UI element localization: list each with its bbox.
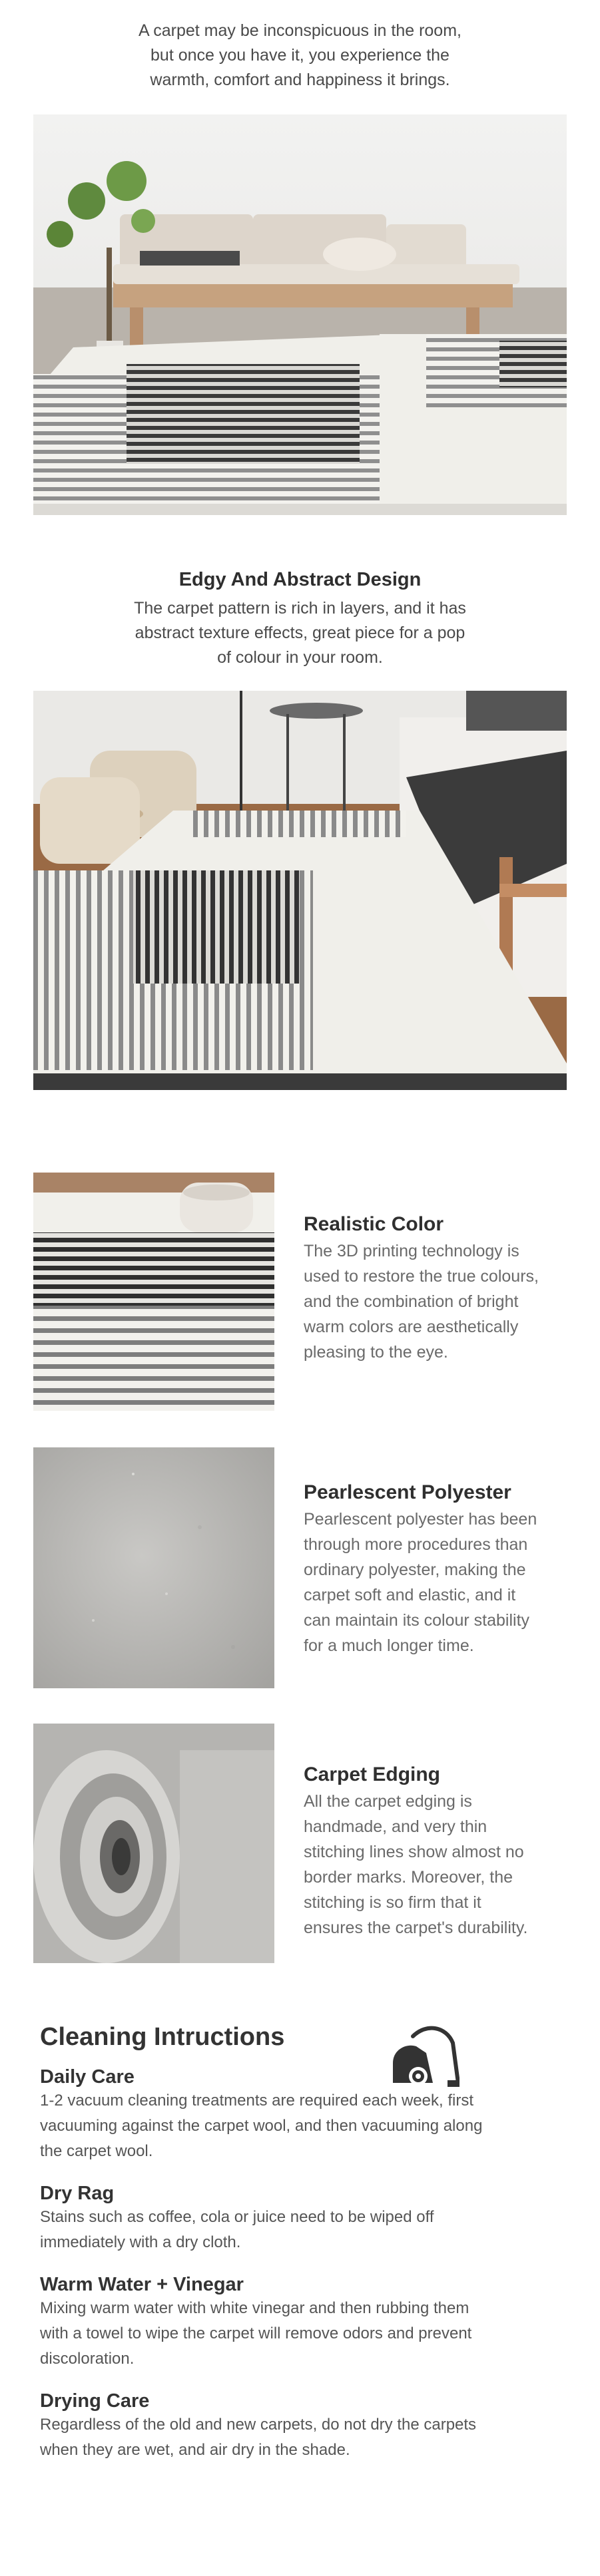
feature-line: ordinary polyester, making the [304,1561,526,1579]
feature-line: handmade, and very thin [304,1817,487,1836]
intro-line: but once you have it, you experience the [150,46,450,65]
cleaning-item-text [40,2205,573,2255]
cleaning-line: Stains such as coffee, cola or juice need to be wiped off [40,2208,434,2226]
pearlescent-polyester-text [304,1481,590,1658]
cleaning-line: Regardless of the old and new carpets, do not dry the carpets [40,2416,477,2434]
feature-title: Pearlescent Polyester [304,1481,511,1503]
feature-line: warm colors are aesthetically [304,1318,519,1336]
feature-line: pleasing to the eye. [304,1343,448,1362]
intro-text [0,19,600,92]
cleaning-item-text [40,2088,573,2164]
design-section [0,569,600,670]
cleaning-line: Mixing warm water with white vinegar and then rubbing them [40,2299,469,2317]
rolled-carpet-image [33,1724,274,1963]
feature-line: stitching lines show almost no [304,1843,524,1861]
cleaning-item-title: Dry Rag [40,2183,115,2204]
carpet-edging-text [304,1763,590,1940]
design-line: of colour in your room. [217,648,383,667]
bedroom-image [33,691,567,1090]
cleaning-line: vacuuming against the carpet wool, and then vacuuming along [40,2117,483,2135]
feature-line: border marks. Moreover, the [304,1868,513,1887]
design-description [0,596,600,670]
pearlescent-polyester-photo [33,1447,274,1688]
feature-title: Realistic Color [304,1213,444,1235]
feature-title: Carpet Edging [304,1763,441,1785]
design-line: The carpet pattern is rich in layers, and it has [134,599,466,618]
feature-line: stitching is so firm that it [304,1893,481,1912]
feature-line: used to restore the true colours, [304,1267,539,1286]
cleaning-item-text [40,2412,573,2463]
feature-description [304,1238,583,1365]
feature-description [304,1507,590,1658]
living-room-image [33,114,567,515]
cleaning-line: discoloration. [40,2350,135,2368]
rug-closeup-image [33,1173,274,1411]
carpet-edging-photo [33,1724,274,1963]
cleaning-list [40,2066,573,2463]
realistic-color-photo [33,1173,274,1411]
living-room-photo [33,114,567,515]
cleaning-item-title: Drying Care [40,2390,150,2412]
cleaning-item-title: Warm Water + Vinegar [40,2274,244,2295]
feature-line: ensures the carpet's durability. [304,1919,528,1937]
fabric-texture-image [33,1447,274,1688]
intro-line: warmth, comfort and happiness it brings. [150,71,450,89]
design-line: abstract texture effects, great piece for a pop [135,624,465,642]
cleaning-line: the carpet wool. [40,2142,153,2160]
cleaning-title: Cleaning Intructions [40,2023,285,2051]
realistic-color-text [304,1213,583,1365]
cleaning-item-dry-rag [40,2183,573,2255]
cleaning-item-text [40,2296,573,2372]
feature-line: and the combination of bright [304,1292,519,1311]
feature-line: carpet soft and elastic, and it [304,1586,516,1604]
cleaning-line: 1-2 vacuum cleaning treatments are required each week, first [40,2092,473,2110]
feature-line: through more procedures than [304,1535,528,1554]
intro-line: A carpet may be inconspicuous in the room, [139,21,461,40]
feature-line: can maintain its colour stability [304,1611,530,1630]
feature-description [304,1789,590,1940]
cleaning-item-drying-care [40,2390,573,2463]
cleaning-line: with a towel to wipe the carpet will remove odors and prevent [40,2324,472,2342]
feature-line: The 3D printing technology is [304,1242,519,1260]
cleaning-item-warm-water-vinegar [40,2274,573,2372]
cleaning-line: when they are wet, and air dry in the shade. [40,2441,350,2459]
feature-line: All the carpet edging is [304,1792,472,1811]
bedroom-photo [33,691,567,1090]
feature-line: for a much longer time. [304,1636,474,1655]
feature-line: Pearlescent polyester has been [304,1510,537,1529]
design-title: Edgy And Abstract Design [178,569,422,590]
cleaning-line: immediately with a dry cloth. [40,2233,241,2251]
cleaning-item-daily-care [40,2066,573,2164]
cleaning-item-title: Daily Care [40,2066,135,2088]
